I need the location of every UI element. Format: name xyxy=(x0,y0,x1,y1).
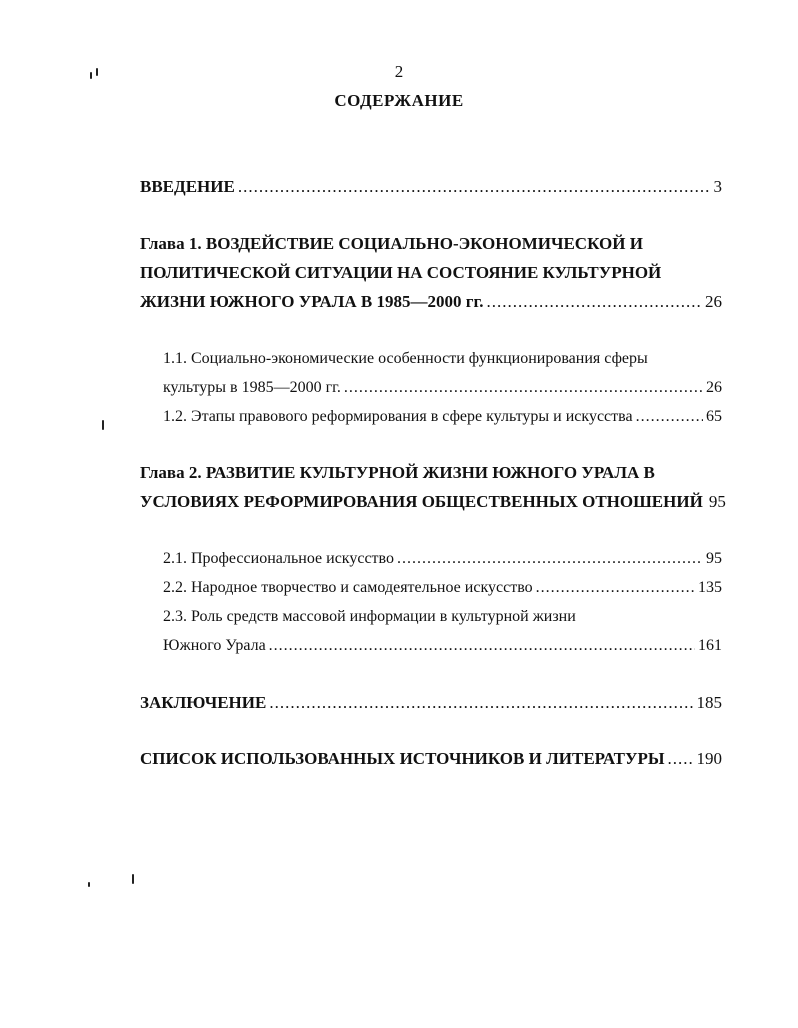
toc-label: Глава 1. ВОЗДЕЙСТВИЕ СОЦИАЛЬНО-ЭКОНОМИЧЕСКОЙ И xyxy=(140,234,643,253)
toc-page-number: 135 xyxy=(698,579,722,596)
dot-leader xyxy=(269,688,693,717)
toc-label: 2.3. Роль средств массовой информации в культурной жизни xyxy=(163,608,576,625)
toc-label: УСЛОВИЯХ РЕФОРМИРОВАНИЯ ОБЩЕСТВЕННЫХ ОТНОШЕНИЙ xyxy=(140,492,703,511)
toc-label: Глава 2. РАЗВИТИЕ КУЛЬТУРНОЙ ЖИЗНИ ЮЖНОГО УРАЛА В xyxy=(140,463,655,482)
toc-page-number: 185 xyxy=(696,693,722,712)
toc-entry-sources[interactable] xyxy=(140,744,722,773)
toc-entry-chapter-1[interactable] xyxy=(140,229,722,316)
toc-entry-intro[interactable] xyxy=(140,172,722,201)
toc-label: культуры в 1985—2000 гг. xyxy=(163,379,341,396)
dot-leader xyxy=(487,287,702,316)
toc-page-number: 3 xyxy=(713,177,722,196)
toc-entry-section-1-2[interactable] xyxy=(163,402,722,431)
toc-label: 2.2. Народное творчество и самодеятельное искусство xyxy=(163,579,533,596)
toc-page-number: 95 xyxy=(706,550,722,567)
dot-leader xyxy=(344,373,703,402)
toc-page-number: 65 xyxy=(706,408,722,425)
toc-page-number: 95 xyxy=(708,492,726,511)
scan-mark xyxy=(96,68,98,76)
toc-label: 2.1. Профессиональное искусство xyxy=(163,550,394,567)
scan-mark xyxy=(132,874,134,884)
toc-page-number: 26 xyxy=(705,292,722,311)
page-number: 2 xyxy=(394,62,404,81)
dot-leader xyxy=(238,172,711,201)
toc-entry-section-1-1[interactable] xyxy=(163,344,722,402)
toc-label: ЖИЗНИ ЮЖНОГО УРАЛА В 1985—2000 гг. xyxy=(140,292,484,311)
dot-leader xyxy=(397,544,703,573)
toc-entry-chapter-2[interactable] xyxy=(140,458,726,516)
toc-entry-conclusion[interactable] xyxy=(140,688,722,717)
toc-entry-section-2-3[interactable] xyxy=(163,602,722,660)
dot-leader xyxy=(536,573,695,602)
toc-page-number: 190 xyxy=(696,749,722,768)
toc-page-number: 161 xyxy=(698,637,722,654)
toc-label: ВВЕДЕНИЕ xyxy=(140,177,235,196)
page-title: СОДЕРЖАНИЕ xyxy=(334,91,464,110)
toc-label: ЗАКЛЮЧЕНИЕ xyxy=(140,693,267,712)
toc-label: 1.2. Этапы правового реформирования в сфере культуры и искусства xyxy=(163,408,633,425)
scan-mark xyxy=(90,72,92,79)
scan-mark xyxy=(88,882,90,887)
toc-entry-section-2-1[interactable] xyxy=(163,544,722,573)
toc-label: Южного Урала xyxy=(163,637,266,654)
toc-page-number: 26 xyxy=(706,379,722,396)
dot-leader xyxy=(668,744,694,773)
dot-leader xyxy=(636,402,703,431)
dot-leader xyxy=(269,631,695,660)
toc-label: СПИСОК ИСПОЛЬЗОВАННЫХ ИСТОЧНИКОВ И ЛИТЕРАТУРЫ xyxy=(140,749,665,768)
toc-label: ПОЛИТИЧЕСКОЙ СИТУАЦИИ НА СОСТОЯНИЕ КУЛЬТУРНОЙ xyxy=(140,263,662,282)
toc-label: 1.1. Социально-экономические особенности функционирования сферы xyxy=(163,350,648,367)
scan-mark xyxy=(102,420,104,430)
toc-entry-section-2-2[interactable] xyxy=(163,573,722,602)
